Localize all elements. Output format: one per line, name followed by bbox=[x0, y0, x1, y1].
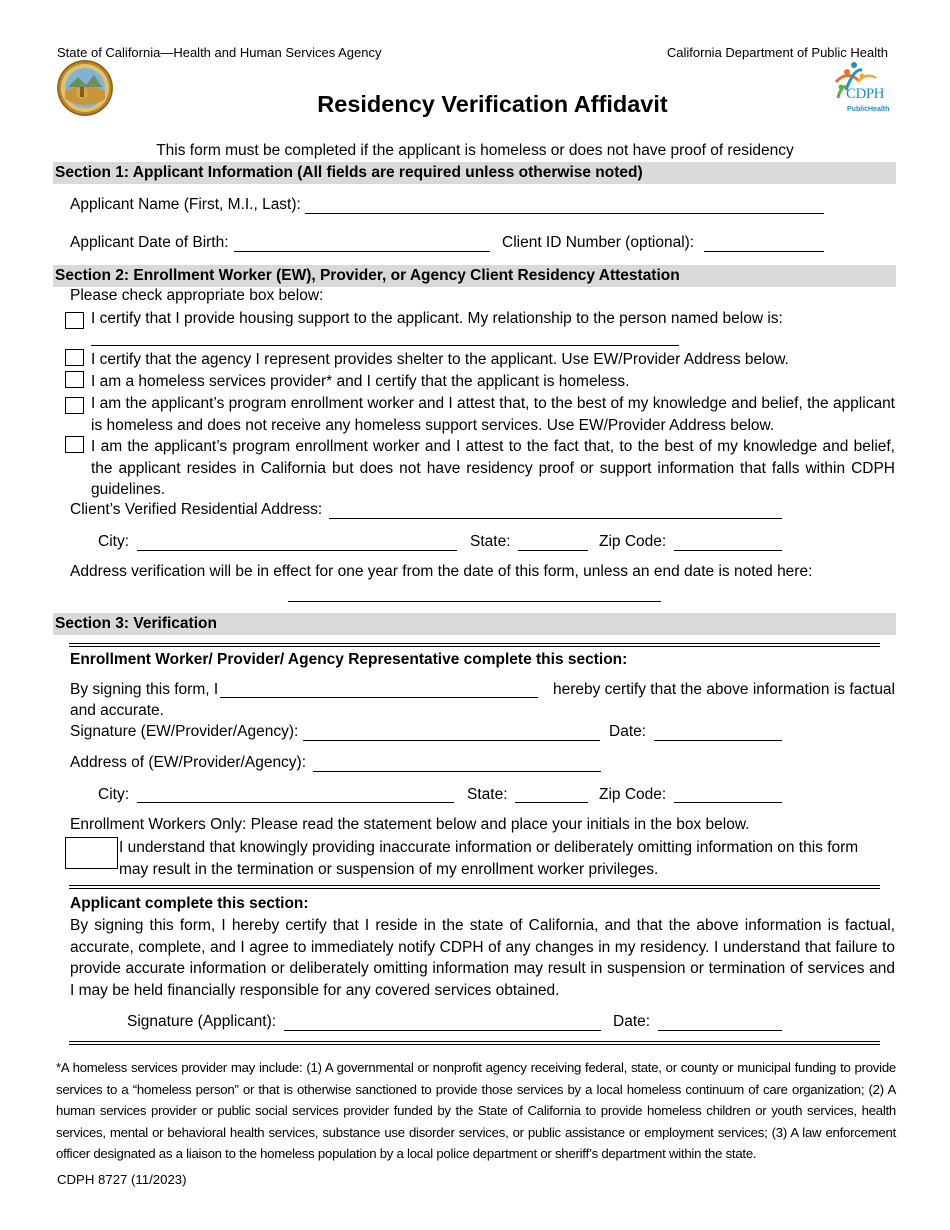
client-id-field[interactable] bbox=[704, 251, 824, 252]
option-agency-shelter-text: I certify that the agency I represent provides shelter to the applicant. Use EW/Provider Address below. bbox=[91, 351, 789, 368]
certify-continuation: and accurate. bbox=[70, 702, 164, 719]
client-city-field[interactable] bbox=[137, 550, 457, 551]
form-title: Residency Verification Affidavit bbox=[317, 91, 668, 117]
applicant-signature-field[interactable] bbox=[284, 1030, 601, 1031]
applicant-signature-label: Signature (Applicant): bbox=[127, 1013, 277, 1030]
applicant-dob-field[interactable] bbox=[234, 251, 490, 252]
certify-prefix: By signing this form, I bbox=[70, 681, 219, 698]
ew-zip-field[interactable] bbox=[674, 802, 782, 803]
applicant-dob-label: Applicant Date of Birth: bbox=[70, 234, 229, 251]
certify-suffix: hereby certify that the above information is factual bbox=[552, 681, 895, 698]
address-validity-note: Address verification will be in effect for one year from the date of this form, unless an end date is noted here: bbox=[70, 563, 813, 580]
footnote: *A homeless services provider may include: (1) A governmental or nonprofit agency receiving federal, state, or county or municipal funding to provide services to a “homeless person” or that is otherwise sanctioned to provide those services by a local homeless continuum of care organization; (2) A human services provider or public social services provider funded by the State of California to provide homeless children or youth services, health services, mental or behavioral health services, substance use disorder services, or public assistance or employment services; (3) A law enforcement officer designated as a liaison to the homeless population by a local police department or sheriff’s department within the state. bbox=[56, 1060, 896, 1161]
ew-zip-label: Zip Code: bbox=[599, 786, 667, 803]
applicant-statement: By signing this form, I hereby certify that I reside in the state of California, and that the above information is factual, accurate, complete, and I agree to immediately notify CDPH of any changes in my residency. I understand that failure to provide accurate information or deliberately omitting information may result in suspension or termination of services and I may be held financially responsible for any covered services obtained. bbox=[70, 917, 895, 999]
ew-city-label: City: bbox=[98, 786, 129, 803]
client-address-label: Client’s Verified Residential Address: bbox=[70, 501, 323, 518]
section2-header bbox=[53, 265, 896, 287]
client-city-label: City: bbox=[98, 533, 129, 550]
certifier-name-field[interactable] bbox=[220, 697, 538, 698]
ew-section-heading: Enrollment Worker/ Provider/ Agency Representative complete this section: bbox=[70, 651, 628, 668]
form-number: CDPH 8727 (11/2023) bbox=[57, 1172, 187, 1187]
section3-heading: Section 3: Verification bbox=[55, 615, 217, 632]
divider bbox=[69, 643, 880, 647]
ew-date-field[interactable] bbox=[654, 740, 782, 741]
option-ew-homeless-checkbox[interactable] bbox=[65, 397, 84, 414]
ew-signature-label: Signature (EW/Provider/Agency): bbox=[70, 723, 299, 740]
cdph-logo-subtext: PublicHealth bbox=[847, 106, 890, 113]
applicant-date-field[interactable] bbox=[658, 1030, 782, 1031]
ew-state-label: State: bbox=[467, 786, 508, 803]
ew-address-label: Address of (EW/Provider/Agency): bbox=[70, 754, 307, 771]
client-state-label: State: bbox=[470, 533, 511, 550]
section1-header bbox=[53, 162, 896, 184]
section1-heading: Section 1: Applicant Information (All fields are required unless otherwise noted) bbox=[55, 164, 643, 181]
ew-state-field[interactable] bbox=[515, 802, 588, 803]
client-address-field[interactable] bbox=[329, 518, 782, 519]
end-date-field[interactable] bbox=[288, 601, 661, 602]
option-housing-support-checkbox[interactable] bbox=[65, 312, 84, 329]
divider bbox=[69, 1041, 880, 1045]
option-ew-resides-text: I am the applicant’s program enrollment worker and I attest to the fact that, to the best of my knowledge and belief, the applicant resides in California but does not have residency proof or support information that falls within CDPH guidelines. bbox=[91, 438, 895, 498]
option-housing-support-text: I certify that I provide housing support to the applicant. My relationship to the person named below is: bbox=[91, 310, 783, 327]
check-instruction: Please check appropriate box below: bbox=[70, 287, 324, 304]
initials-instruction: Enrollment Workers Only: Please read the statement below and place your initials in the box below. bbox=[70, 816, 750, 833]
ew-city-field[interactable] bbox=[137, 802, 454, 803]
ew-address-field[interactable] bbox=[313, 771, 601, 772]
cdph-logo-text: CDPH bbox=[846, 86, 885, 102]
option-agency-shelter-checkbox[interactable] bbox=[65, 349, 84, 366]
initials-statement: I understand that knowingly providing inaccurate information or deliberately omitting information on this form may result in the termination or suspension of my enrollment worker privileges. bbox=[119, 839, 859, 878]
applicant-name-label: Applicant Name (First, M.I., Last): bbox=[70, 196, 301, 213]
ew-date-label: Date: bbox=[609, 723, 647, 740]
option-ew-resides-checkbox[interactable] bbox=[65, 436, 84, 453]
option-homeless-provider-text: I am a homeless services provider* and I certify that the applicant is homeless. bbox=[91, 373, 630, 390]
option-ew-homeless-text: I am the applicant’s program enrollment worker and I attest that, to the best of my knowledge and belief, the applicant is homeless and does not receive any homeless support services. Use EW/Provider Address below. bbox=[91, 395, 895, 434]
client-zip-label: Zip Code: bbox=[599, 533, 667, 550]
initials-box[interactable] bbox=[65, 837, 118, 869]
cdph-logo bbox=[832, 60, 892, 118]
applicant-name-field[interactable] bbox=[305, 213, 824, 214]
divider bbox=[69, 885, 880, 889]
relationship-field[interactable] bbox=[91, 345, 679, 346]
ew-signature-field[interactable] bbox=[303, 740, 600, 741]
client-state-field[interactable] bbox=[518, 550, 588, 551]
agency-left: State of California—Health and Human Services Agency bbox=[57, 45, 382, 60]
option-homeless-provider-checkbox[interactable] bbox=[65, 371, 84, 388]
applicant-section-heading: Applicant complete this section: bbox=[70, 895, 309, 912]
section2-heading: Section 2: Enrollment Worker (EW), Provider, or Agency Client Residency Attestation bbox=[55, 267, 680, 284]
client-id-label: Client ID Number (optional): bbox=[502, 234, 695, 251]
applicant-date-label: Date: bbox=[613, 1013, 651, 1030]
section3-header bbox=[53, 613, 896, 635]
client-zip-field[interactable] bbox=[674, 550, 782, 551]
form-intro: This form must be completed if the applicant is homeless or does not have proof of residency bbox=[156, 142, 794, 159]
agency-right: California Department of Public Health bbox=[666, 45, 888, 60]
